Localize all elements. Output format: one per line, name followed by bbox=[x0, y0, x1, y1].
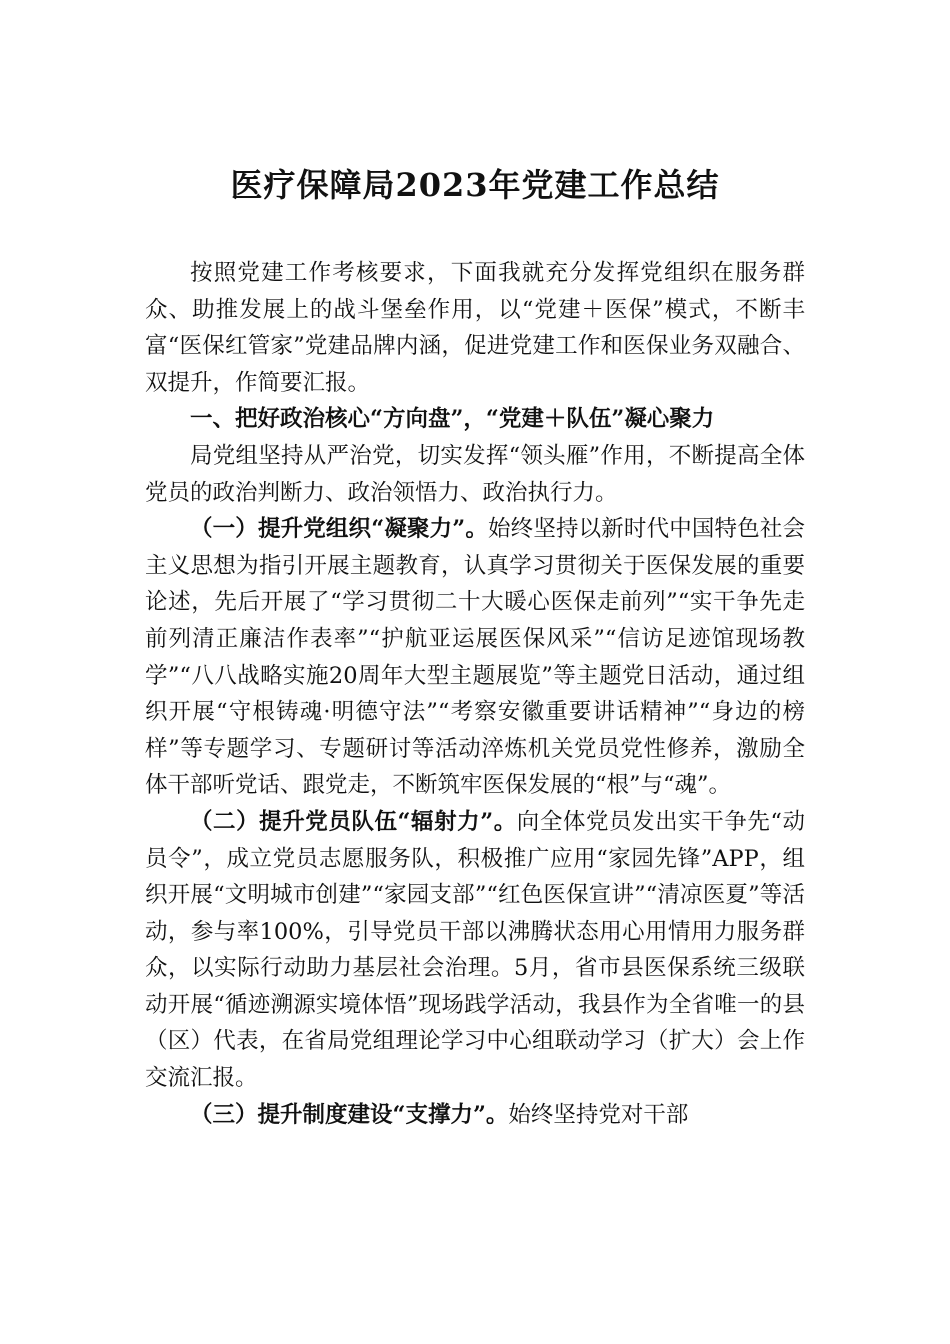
paragraph-text: 局党组坚持从严治党，切实发挥“领头雁”作用，不断提高全体党员的政治判断力、政治领悟力、政治执行力。 bbox=[145, 442, 805, 506]
paragraph-text: 始终坚持以新时代中国特色社会主义思想为指引开展主题教育，认真学习贯彻关于医保发展的重要论述，先后开展了“学习贯彻二十大暖心医保走前列”“实干争先走前列清正廉洁作表率”“护航亚运展医保风采”“信访足迹馆现场教学”“八八战略实施20周年大型主题展览”等主题党日活动，通过组织开展“守根铸魂·明德守法”“考察安徽重要讲话精神”“身边的榜样”等专题学习、专题研讨等活动淬炼机关党员党性修养，激励全体干部听党话、跟党走，不断筑牢医保发展的“根”与“魂”。 bbox=[145, 516, 805, 799]
paragraph-subsection-3 bbox=[145, 1097, 805, 1134]
paragraph-text: 按照党建工作考核要求，下面我就充分发挥党组织在服务群众、助推发展上的战斗堡垒作用，以“党建＋医保”模式，不断丰富“医保红管家”党建品牌内涵，促进党建工作和医保业务双融合、双提升，作简要汇报。 bbox=[145, 260, 805, 396]
paragraph-intro bbox=[145, 255, 805, 401]
paragraph-text: 始终坚持党对干部 bbox=[508, 1101, 689, 1128]
subsection-heading: （一）提升党组织“凝聚力”。 bbox=[190, 516, 489, 543]
document-body bbox=[145, 255, 805, 1133]
section-heading-1 bbox=[145, 401, 805, 438]
subsection-heading: （二）提升党员队伍“辐射力”。 bbox=[190, 808, 517, 835]
paragraph-subsection-2 bbox=[145, 804, 805, 1097]
paragraph-section-1-intro bbox=[145, 438, 805, 511]
subsection-heading: （三）提升制度建设“支撑力”。 bbox=[190, 1101, 509, 1128]
paragraph-subsection-1 bbox=[145, 511, 805, 804]
heading-text: 一、把好政治核心“方向盘”，“党建＋队伍”凝心聚力 bbox=[190, 406, 715, 433]
document-title: 医疗保障局2023年党建工作总结 bbox=[230, 166, 720, 204]
paragraph-text: 向全体党员发出实干争先“动员令”，成立党员志愿服务队，积极推广应用“家园先锋”APP，组织开展“文明城市创建”“家园支部”“红色医保宣讲”“清凉医夏”等活动，参与率100%，引导党员干部以沸腾状态用心用情用力服务群众，以实际行动助力基层社会治理。5月，省市县医保系统三级联动开展“循迹溯源实境体悟”现场践学活动，我县作为全省唯一的县（区）代表，在省局党组理论学习中心组联动学习（扩大）会上作交流汇报。 bbox=[145, 808, 805, 1092]
